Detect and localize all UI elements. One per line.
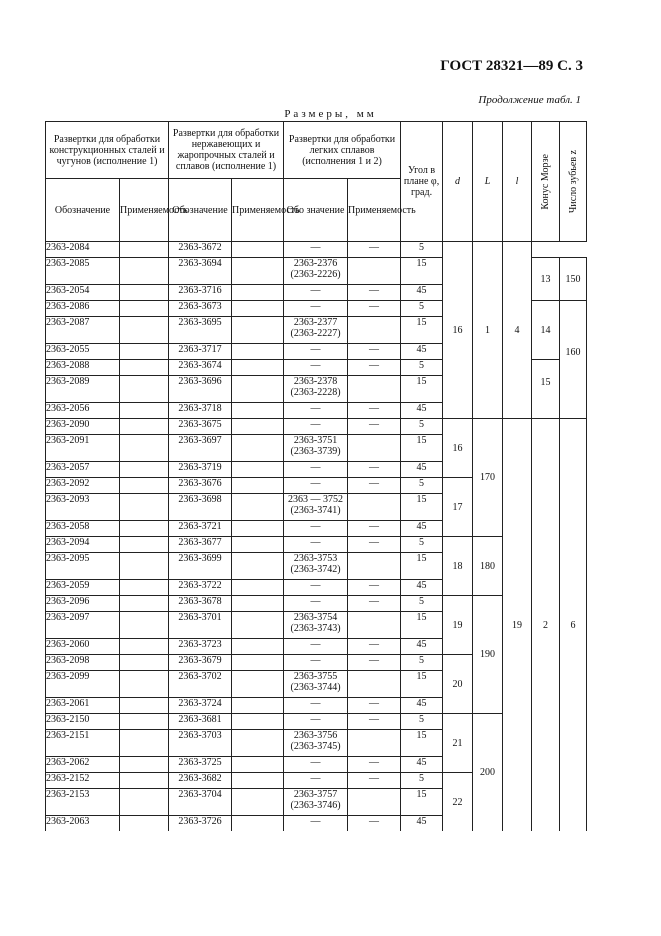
angle-value: 15 bbox=[401, 671, 443, 698]
angle-value: 5 bbox=[401, 478, 443, 494]
application-stainless bbox=[232, 344, 284, 360]
designation-light-alloy-main: 2363-3753 bbox=[293, 553, 338, 564]
d-value: 21 bbox=[443, 714, 473, 773]
table-body bbox=[46, 242, 587, 832]
angle-value: 45 bbox=[401, 285, 443, 301]
header-morse-taper bbox=[532, 122, 560, 242]
application-light-alloy: — bbox=[348, 301, 401, 317]
designation-structural: 2363-2090 bbox=[46, 419, 120, 435]
application-structural bbox=[120, 671, 169, 698]
designation-stainless: 2363-3701 bbox=[169, 612, 232, 639]
angle-value: 5 bbox=[401, 242, 443, 258]
angle-value: 15 bbox=[401, 730, 443, 757]
application-stainless bbox=[232, 580, 284, 596]
application-structural bbox=[120, 639, 169, 655]
angle-value: 15 bbox=[401, 376, 443, 403]
designation-light-alloy-main: — bbox=[310, 242, 321, 253]
designation-light-alloy bbox=[284, 494, 348, 521]
application-structural bbox=[120, 301, 169, 317]
designation-stainless: 2363-3717 bbox=[169, 344, 232, 360]
application-structural bbox=[120, 537, 169, 553]
designation-light-alloy-alt: (2363-3746) bbox=[290, 800, 341, 811]
application-stainless bbox=[232, 553, 284, 580]
designation-light-alloy-main: — bbox=[310, 773, 321, 784]
designation-structural: 2363-2061 bbox=[46, 698, 120, 714]
designation-stainless: 2363-3673 bbox=[169, 301, 232, 317]
application-stainless bbox=[232, 757, 284, 773]
angle-value: 15 bbox=[401, 789, 443, 816]
l-value: 19 bbox=[503, 419, 532, 832]
morse-value: 1 bbox=[473, 242, 503, 419]
designation-structural: 2363-2098 bbox=[46, 655, 120, 671]
designation-stainless: 2363-3699 bbox=[169, 553, 232, 580]
designation-light-alloy-main: — bbox=[310, 360, 321, 371]
d-value: 16 bbox=[443, 419, 473, 478]
application-light-alloy: — bbox=[348, 537, 401, 553]
designation-light-alloy-main: — bbox=[310, 344, 321, 355]
designation-light-alloy bbox=[284, 553, 348, 580]
designation-structural: 2363-2058 bbox=[46, 521, 120, 537]
header-designation-1: Обозначение bbox=[46, 179, 120, 242]
designation-light-alloy bbox=[284, 344, 348, 360]
designation-stainless: 2363-3725 bbox=[169, 757, 232, 773]
L-value: 150 bbox=[560, 258, 587, 301]
designation-stainless: 2363-3702 bbox=[169, 671, 232, 698]
application-light-alloy bbox=[348, 494, 401, 521]
designation-stainless: 2363-3677 bbox=[169, 537, 232, 553]
application-structural bbox=[120, 698, 169, 714]
application-light-alloy: — bbox=[348, 757, 401, 773]
designation-light-alloy bbox=[284, 403, 348, 419]
angle-value: 45 bbox=[401, 521, 443, 537]
designation-stainless: 2363-3719 bbox=[169, 462, 232, 478]
application-stainless bbox=[232, 285, 284, 301]
L-value: 170 bbox=[473, 419, 503, 537]
application-stainless bbox=[232, 360, 284, 376]
designation-light-alloy-alt: (2363-3743) bbox=[290, 623, 341, 634]
designation-light-alloy bbox=[284, 639, 348, 655]
application-structural bbox=[120, 478, 169, 494]
application-structural bbox=[120, 773, 169, 789]
designation-light-alloy-alt: (2363-3741) bbox=[290, 505, 341, 516]
d-value: 22 bbox=[443, 773, 473, 832]
designation-light-alloy-alt: (2363-2228) bbox=[290, 387, 341, 398]
designation-light-alloy-main: — bbox=[310, 580, 321, 591]
application-structural bbox=[120, 757, 169, 773]
designation-light-alloy bbox=[284, 612, 348, 639]
L-value: 190 bbox=[473, 596, 503, 714]
designation-light-alloy-main: — bbox=[310, 655, 321, 666]
header-L: L bbox=[473, 122, 503, 242]
designation-structural: 2363-2153 bbox=[46, 789, 120, 816]
designation-light-alloy bbox=[284, 714, 348, 730]
header-application-2: Применяемость bbox=[232, 179, 284, 242]
designation-structural: 2363-2099 bbox=[46, 671, 120, 698]
designation-light-alloy-main: — bbox=[310, 639, 321, 650]
designation-stainless: 2363-3696 bbox=[169, 376, 232, 403]
designation-light-alloy bbox=[284, 789, 348, 816]
header-designation-2: Обозначение bbox=[169, 179, 232, 242]
designation-structural: 2363-2056 bbox=[46, 403, 120, 419]
application-stainless bbox=[232, 376, 284, 403]
designation-light-alloy-main: 2363-2378 bbox=[293, 376, 338, 387]
designation-light-alloy bbox=[284, 816, 348, 832]
designation-structural: 2363-2085 bbox=[46, 258, 120, 285]
designation-structural: 2363-2095 bbox=[46, 553, 120, 580]
application-light-alloy: — bbox=[348, 596, 401, 612]
designation-light-alloy-main: — bbox=[310, 596, 321, 607]
application-structural bbox=[120, 494, 169, 521]
designation-structural: 2363-2089 bbox=[46, 376, 120, 403]
application-structural bbox=[120, 258, 169, 285]
designation-light-alloy bbox=[284, 521, 348, 537]
designation-stainless: 2363-3675 bbox=[169, 419, 232, 435]
designation-light-alloy-alt: (2363-3745) bbox=[290, 741, 341, 752]
designation-light-alloy bbox=[284, 285, 348, 301]
L-value: 180 bbox=[473, 537, 503, 596]
designation-light-alloy-main: 2363-3751 bbox=[293, 435, 338, 446]
d-value: 15 bbox=[532, 360, 560, 419]
table-continuation-note: Продолжение табл. 1 bbox=[478, 94, 581, 106]
designation-stainless: 2363-3723 bbox=[169, 639, 232, 655]
designation-stainless: 2363-3679 bbox=[169, 655, 232, 671]
designation-light-alloy-main: — bbox=[310, 403, 321, 414]
designation-stainless: 2363-3703 bbox=[169, 730, 232, 757]
designation-light-alloy-alt: (2363-3742) bbox=[290, 564, 341, 575]
designation-structural: 2363-2094 bbox=[46, 537, 120, 553]
angle-value: 45 bbox=[401, 403, 443, 419]
angle-value: 15 bbox=[401, 435, 443, 462]
designation-light-alloy-main: — bbox=[310, 714, 321, 725]
application-stainless bbox=[232, 612, 284, 639]
designation-light-alloy-main: — bbox=[310, 462, 321, 473]
application-light-alloy: — bbox=[348, 242, 401, 258]
d-value: 17 bbox=[443, 478, 473, 537]
designation-stainless: 2363-3726 bbox=[169, 816, 232, 832]
application-stainless bbox=[232, 639, 284, 655]
designation-structural: 2363-2062 bbox=[46, 757, 120, 773]
designation-light-alloy-main: 2363-3757 bbox=[293, 789, 338, 800]
designation-light-alloy bbox=[284, 730, 348, 757]
application-structural bbox=[120, 553, 169, 580]
designation-light-alloy bbox=[284, 301, 348, 317]
application-light-alloy: — bbox=[348, 462, 401, 478]
application-light-alloy bbox=[348, 376, 401, 403]
angle-value: 45 bbox=[401, 816, 443, 832]
application-structural bbox=[120, 521, 169, 537]
application-structural bbox=[120, 596, 169, 612]
designation-light-alloy bbox=[284, 435, 348, 462]
application-light-alloy: — bbox=[348, 580, 401, 596]
application-structural bbox=[120, 714, 169, 730]
designation-stainless: 2363-3704 bbox=[169, 789, 232, 816]
application-stainless bbox=[232, 671, 284, 698]
teeth-value: 4 bbox=[503, 242, 532, 419]
application-structural bbox=[120, 403, 169, 419]
application-stainless bbox=[232, 773, 284, 789]
designation-structural: 2363-2093 bbox=[46, 494, 120, 521]
designation-light-alloy bbox=[284, 596, 348, 612]
d-value: 19 bbox=[443, 596, 473, 655]
application-structural bbox=[120, 580, 169, 596]
designation-structural: 2363-2152 bbox=[46, 773, 120, 789]
angle-value: 15 bbox=[401, 258, 443, 285]
application-stainless bbox=[232, 714, 284, 730]
application-light-alloy: — bbox=[348, 714, 401, 730]
designation-stainless: 2363-3722 bbox=[169, 580, 232, 596]
application-stainless bbox=[232, 317, 284, 344]
designation-stainless: 2363-3718 bbox=[169, 403, 232, 419]
designation-light-alloy bbox=[284, 580, 348, 596]
designation-light-alloy-main: — bbox=[310, 301, 321, 312]
designation-structural: 2363-2151 bbox=[46, 730, 120, 757]
header-morse-taper-label: Конус Морзе bbox=[540, 153, 552, 210]
application-stainless bbox=[232, 655, 284, 671]
designation-stainless: 2363-3697 bbox=[169, 435, 232, 462]
designation-stainless: 2363-3694 bbox=[169, 258, 232, 285]
d-value: 18 bbox=[443, 537, 473, 596]
L-value: 160 bbox=[560, 301, 587, 419]
designation-light-alloy-main: — bbox=[310, 537, 321, 548]
application-structural bbox=[120, 317, 169, 344]
designation-structural: 2363-2088 bbox=[46, 360, 120, 376]
application-light-alloy: — bbox=[348, 639, 401, 655]
designation-light-alloy bbox=[284, 757, 348, 773]
page-header-standard: ГОСТ 28321—89 С. 3 bbox=[440, 58, 583, 74]
L-value: 200 bbox=[473, 714, 503, 832]
application-structural bbox=[120, 344, 169, 360]
designation-light-alloy bbox=[284, 537, 348, 553]
header-teeth-count-label: Число зубьев z bbox=[567, 149, 579, 214]
angle-value: 5 bbox=[401, 419, 443, 435]
application-light-alloy bbox=[348, 258, 401, 285]
application-structural bbox=[120, 435, 169, 462]
header-d: d bbox=[443, 122, 473, 242]
designation-stainless: 2363-3672 bbox=[169, 242, 232, 258]
designation-light-alloy-alt: (2363-3739) bbox=[290, 446, 341, 457]
application-light-alloy bbox=[348, 612, 401, 639]
application-light-alloy: — bbox=[348, 344, 401, 360]
designation-stainless: 2363-3676 bbox=[169, 478, 232, 494]
angle-value: 45 bbox=[401, 639, 443, 655]
designation-light-alloy-main: — bbox=[310, 419, 321, 430]
application-stainless bbox=[232, 478, 284, 494]
table-row bbox=[46, 242, 587, 258]
angle-value: 15 bbox=[401, 494, 443, 521]
reamer-specification-table bbox=[45, 121, 587, 831]
application-stainless bbox=[232, 403, 284, 419]
application-stainless bbox=[232, 242, 284, 258]
application-structural bbox=[120, 612, 169, 639]
application-stainless bbox=[232, 789, 284, 816]
angle-value: 45 bbox=[401, 698, 443, 714]
application-light-alloy bbox=[348, 789, 401, 816]
header-group-stainless-steels: Развертки для обработки нержавеющих и жаропрочных сталей и сплавов (исполнение 1) bbox=[169, 122, 284, 179]
table-row bbox=[46, 419, 587, 435]
application-light-alloy: — bbox=[348, 360, 401, 376]
designation-light-alloy bbox=[284, 671, 348, 698]
application-structural bbox=[120, 730, 169, 757]
header-angle: Угол в плане φ, град. bbox=[401, 122, 443, 242]
designation-structural: 2363-2084 bbox=[46, 242, 120, 258]
header-group-structural-steels: Развертки для обработки конструкционных сталей и чугунов (исполнение 1) bbox=[46, 122, 169, 179]
header-teeth-count bbox=[560, 122, 587, 242]
application-light-alloy bbox=[348, 671, 401, 698]
application-light-alloy: — bbox=[348, 816, 401, 832]
application-light-alloy bbox=[348, 435, 401, 462]
angle-value: 45 bbox=[401, 344, 443, 360]
d-value: 20 bbox=[443, 655, 473, 714]
designation-stainless: 2363-3724 bbox=[169, 698, 232, 714]
designation-structural: 2363-2055 bbox=[46, 344, 120, 360]
application-stainless bbox=[232, 537, 284, 553]
header-l: l bbox=[503, 122, 532, 242]
application-stainless bbox=[232, 730, 284, 757]
application-light-alloy: — bbox=[348, 698, 401, 714]
application-light-alloy: — bbox=[348, 403, 401, 419]
angle-value: 5 bbox=[401, 537, 443, 553]
application-stainless bbox=[232, 698, 284, 714]
l-value: 16 bbox=[443, 242, 473, 419]
header-application-3: Применяемость bbox=[348, 179, 401, 242]
designation-stainless: 2363-3721 bbox=[169, 521, 232, 537]
d-value: 14 bbox=[532, 301, 560, 360]
header-designation-3: Обо значение bbox=[284, 179, 348, 242]
angle-value: 45 bbox=[401, 462, 443, 478]
designation-structural: 2363-2086 bbox=[46, 301, 120, 317]
application-light-alloy: — bbox=[348, 478, 401, 494]
header-application-1: Применяемость bbox=[120, 179, 169, 242]
application-structural bbox=[120, 462, 169, 478]
teeth-value: 6 bbox=[560, 419, 587, 832]
application-structural bbox=[120, 816, 169, 832]
application-stainless bbox=[232, 301, 284, 317]
designation-light-alloy-main: — bbox=[310, 478, 321, 489]
designation-light-alloy-main: 2363-2376 bbox=[293, 258, 338, 269]
application-light-alloy bbox=[348, 730, 401, 757]
designation-light-alloy bbox=[284, 655, 348, 671]
application-structural bbox=[120, 242, 169, 258]
designation-light-alloy-main: — bbox=[310, 757, 321, 768]
application-structural bbox=[120, 360, 169, 376]
designation-stainless: 2363-3678 bbox=[169, 596, 232, 612]
angle-value: 5 bbox=[401, 714, 443, 730]
designation-light-alloy-main: — bbox=[310, 816, 321, 827]
designation-light-alloy-main: — bbox=[310, 285, 321, 296]
application-structural bbox=[120, 376, 169, 403]
d-value: 13 bbox=[532, 258, 560, 301]
designation-light-alloy-main: 2363-3755 bbox=[293, 671, 338, 682]
angle-value: 15 bbox=[401, 553, 443, 580]
application-light-alloy bbox=[348, 553, 401, 580]
morse-value: 2 bbox=[532, 419, 560, 832]
angle-value: 5 bbox=[401, 596, 443, 612]
designation-structural: 2363-2096 bbox=[46, 596, 120, 612]
designation-light-alloy bbox=[284, 258, 348, 285]
application-stainless bbox=[232, 596, 284, 612]
application-structural bbox=[120, 789, 169, 816]
angle-value: 15 bbox=[401, 317, 443, 344]
application-light-alloy: — bbox=[348, 419, 401, 435]
designation-structural: 2363-2054 bbox=[46, 285, 120, 301]
designation-structural: 2363-2057 bbox=[46, 462, 120, 478]
designation-light-alloy-alt: (2363-2227) bbox=[290, 328, 341, 339]
application-stainless bbox=[232, 419, 284, 435]
designation-light-alloy bbox=[284, 419, 348, 435]
designation-light-alloy-main: — bbox=[310, 698, 321, 709]
designation-light-alloy-main: 2363-3756 bbox=[293, 730, 338, 741]
designation-structural: 2363-2063 bbox=[46, 816, 120, 832]
application-structural bbox=[120, 285, 169, 301]
designation-light-alloy bbox=[284, 462, 348, 478]
designation-light-alloy-main: — bbox=[310, 521, 321, 532]
designation-light-alloy-alt: (2363-2226) bbox=[290, 269, 341, 280]
application-light-alloy: — bbox=[348, 773, 401, 789]
designation-light-alloy bbox=[284, 242, 348, 258]
application-structural bbox=[120, 419, 169, 435]
angle-value: 5 bbox=[401, 655, 443, 671]
designation-light-alloy-main: 2363-3754 bbox=[293, 612, 338, 623]
designation-light-alloy bbox=[284, 773, 348, 789]
angle-value: 5 bbox=[401, 301, 443, 317]
designation-structural: 2363-2097 bbox=[46, 612, 120, 639]
application-light-alloy bbox=[348, 317, 401, 344]
designation-light-alloy bbox=[284, 478, 348, 494]
designation-stainless: 2363-3716 bbox=[169, 285, 232, 301]
designation-light-alloy-main: 2363 — 3752 bbox=[288, 494, 344, 505]
designation-light-alloy bbox=[284, 360, 348, 376]
table-units-caption: Размеры, мм bbox=[284, 108, 377, 120]
designation-light-alloy-main: 2363-2377 bbox=[293, 317, 338, 328]
designation-structural: 2363-2059 bbox=[46, 580, 120, 596]
application-structural bbox=[120, 655, 169, 671]
designation-stainless: 2363-3698 bbox=[169, 494, 232, 521]
angle-value: 5 bbox=[401, 773, 443, 789]
angle-value: 15 bbox=[401, 612, 443, 639]
designation-structural: 2363-2092 bbox=[46, 478, 120, 494]
angle-value: 5 bbox=[401, 360, 443, 376]
designation-stainless: 2363-3681 bbox=[169, 714, 232, 730]
application-light-alloy: — bbox=[348, 521, 401, 537]
designation-light-alloy bbox=[284, 317, 348, 344]
designation-light-alloy-alt: (2363-3744) bbox=[290, 682, 341, 693]
designation-structural: 2363-2060 bbox=[46, 639, 120, 655]
designation-structural: 2363-2091 bbox=[46, 435, 120, 462]
designation-structural: 2363-2150 bbox=[46, 714, 120, 730]
angle-value: 45 bbox=[401, 757, 443, 773]
application-light-alloy: — bbox=[348, 285, 401, 301]
application-stainless bbox=[232, 494, 284, 521]
application-stainless bbox=[232, 521, 284, 537]
application-stainless bbox=[232, 462, 284, 478]
application-stainless bbox=[232, 816, 284, 832]
designation-stainless: 2363-3695 bbox=[169, 317, 232, 344]
header-group-light-alloys: Развертки для обработки легких сплавов (исполнения 1 и 2) bbox=[284, 122, 401, 179]
designation-light-alloy bbox=[284, 376, 348, 403]
application-light-alloy: — bbox=[348, 655, 401, 671]
designation-light-alloy bbox=[284, 698, 348, 714]
angle-value: 45 bbox=[401, 580, 443, 596]
application-stainless bbox=[232, 435, 284, 462]
designation-stainless: 2363-3674 bbox=[169, 360, 232, 376]
application-stainless bbox=[232, 258, 284, 285]
designation-stainless: 2363-3682 bbox=[169, 773, 232, 789]
designation-structural: 2363-2087 bbox=[46, 317, 120, 344]
